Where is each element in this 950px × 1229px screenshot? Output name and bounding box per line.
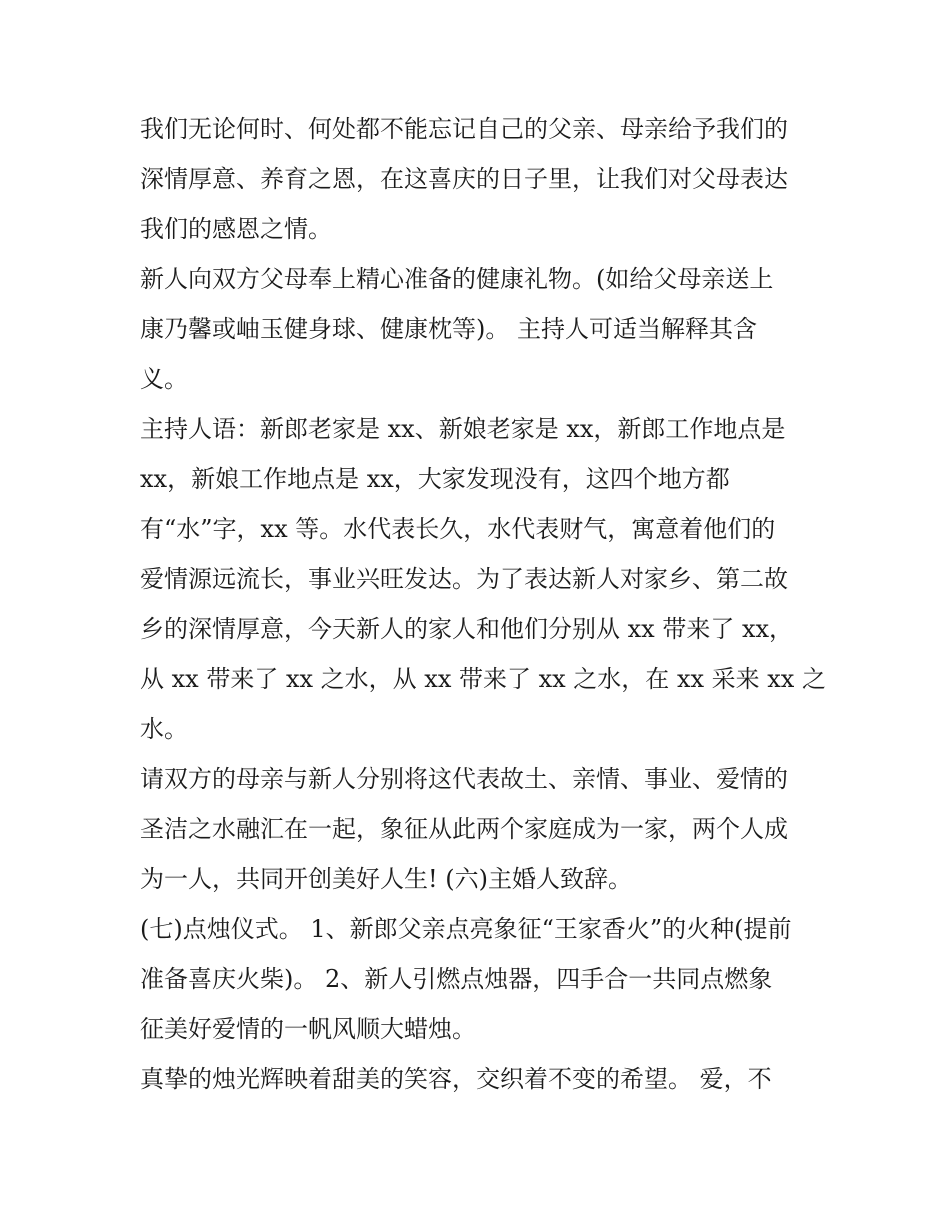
text-line: 深情厚意、养育之恩，在这喜庆的日子里，让我们对父母表达 [140, 165, 788, 193]
text-line: xx，新娘工作地点是 xx，大家发现没有，这四个地方都 [140, 465, 730, 493]
text-line: 圣洁之水融汇在一起，象征从此两个家庭成为一家，两个人成 [140, 815, 788, 843]
text-line: 有“水”字，xx 等。水代表长久，水代表财气，寓意着他们的 [140, 515, 776, 543]
text-line: 主持人语：新郎老家是 xx、新娘老家是 xx，新郎工作地点是 [140, 415, 786, 443]
text-line: 乡的深情厚意，今天新人的家人和他们分别从 xx 带来了 xx， [140, 615, 794, 643]
text-line: 我们的感恩之情。 [140, 215, 332, 243]
text-line: 真挚的烛光辉映着甜美的笑容，交织着不变的希望。 爱，不 [140, 1065, 772, 1093]
text-line: 康乃馨或岫玉健身球、健康枕等)。 主持人可适当解释其含 [140, 315, 757, 343]
text-line: 准备喜庆火柴)。 2、新人引燃点烛器，四手合一共同点燃象 [140, 965, 773, 993]
text-line: 请双方的母亲与新人分别将这代表故土、亲情、事业、爱情的 [140, 765, 788, 793]
text-line: 新人向双方父母奉上精心准备的健康礼物。(如给父母亲送上 [140, 265, 774, 293]
text-line: 义。 [140, 365, 188, 393]
text-line: (七)点烛仪式。 1、新郎父亲点亮象征“王家香火”的火种(提前 [140, 915, 792, 943]
text-line: 征美好爱情的一帆风顺大蜡烛。 [140, 1015, 476, 1043]
document-body [140, 104, 830, 1104]
text-line: 从 xx 带来了 xx 之水，从 xx 带来了 xx 之水，在 xx 采来 xx 之 [140, 665, 826, 693]
text-line: 水。 [140, 715, 188, 743]
text-line: 为一人，共同开创美好人生! (六)主婚人致辞。 [140, 865, 632, 893]
text-line: 我们无论何时、何处都不能忘记自己的父亲、母亲给予我们的 [140, 115, 788, 143]
text-line: 爱情源远流长，事业兴旺发达。为了表达新人对家乡、第二故 [140, 565, 788, 593]
